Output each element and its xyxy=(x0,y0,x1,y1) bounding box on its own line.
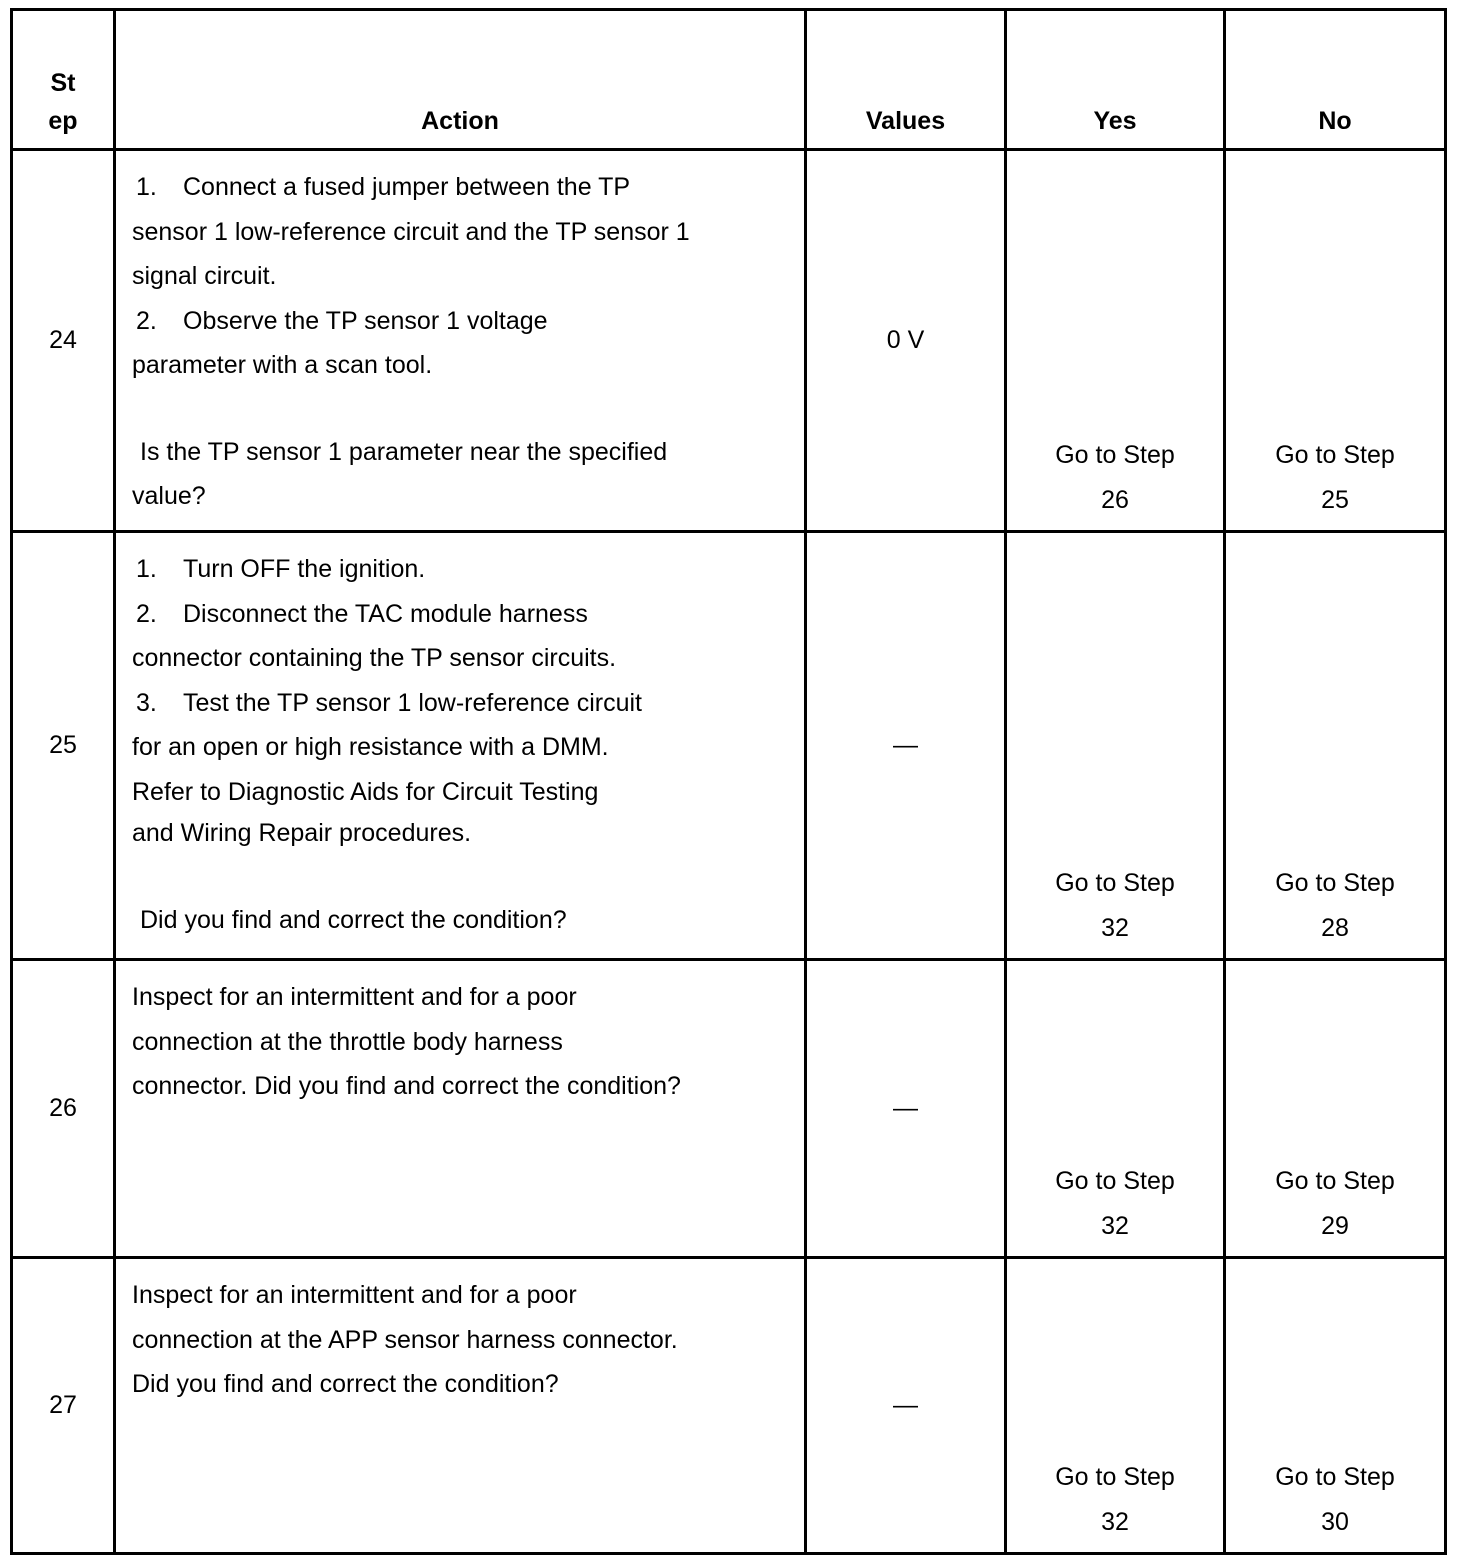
header-row xyxy=(12,10,1446,150)
values-cell: — xyxy=(806,532,1006,960)
action-line: Refer to Diagnostic Aids for Circuit Testing xyxy=(132,777,599,806)
action-line xyxy=(132,547,794,592)
table-row xyxy=(12,532,1446,960)
step-number: 24 xyxy=(12,150,115,532)
yes-cell xyxy=(1006,1258,1225,1554)
action-line: connector. Did you find and correct the condition? xyxy=(132,1072,681,1100)
no-cell xyxy=(1225,532,1446,960)
yes-goto-step: 26 xyxy=(1101,485,1129,514)
action-line: Inspect for an intermittent and for a poor xyxy=(132,983,577,1011)
action-text: Connect a fused jumper between the TP xyxy=(183,173,631,201)
no-cell xyxy=(1225,1258,1446,1554)
step-header-line1: St xyxy=(50,69,76,97)
step-number: 25 xyxy=(12,532,115,960)
no-goto-label: Go to Step xyxy=(1275,441,1395,469)
yes-goto-label: Go to Step xyxy=(1055,441,1175,469)
action-line: for an open or high resistance with a DMM. xyxy=(132,733,609,761)
action-header: Action xyxy=(115,10,806,150)
values-header: Values xyxy=(806,10,1006,150)
action-cell xyxy=(115,150,806,532)
yes-goto-label: Go to Step xyxy=(1055,869,1175,897)
yes-goto-label: Go to Step xyxy=(1055,1463,1175,1491)
list-number: 1. xyxy=(136,555,157,583)
yes-cell xyxy=(1006,150,1225,532)
yes-goto-step: 32 xyxy=(1101,1507,1129,1536)
yes-goto-label: Go to Step xyxy=(1055,1167,1175,1195)
action-line: sensor 1 low-reference circuit and the TP sensor 1 xyxy=(132,217,690,246)
action-line xyxy=(132,165,794,210)
yes-goto-step: 32 xyxy=(1101,1211,1129,1240)
action-cell xyxy=(115,1258,806,1554)
yes-header: Yes xyxy=(1006,10,1225,150)
no-goto-label: Go to Step xyxy=(1275,1167,1395,1195)
action-cell xyxy=(115,960,806,1258)
no-goto-step: 30 xyxy=(1321,1507,1349,1536)
step-header-line2: ep xyxy=(48,107,78,135)
action-line: Did you find and correct the condition? xyxy=(132,1370,559,1398)
action-text: Test the TP sensor 1 low-reference circuit xyxy=(183,688,642,717)
no-goto-step: 28 xyxy=(1321,913,1349,942)
action-line: connector containing the TP sensor circuits. xyxy=(132,644,617,672)
action-text: Disconnect the TAC module harness xyxy=(183,599,588,628)
question-line: Is the TP sensor 1 parameter near the specified xyxy=(140,437,668,466)
values-cell: — xyxy=(806,1258,1006,1554)
action-line: and Wiring Repair procedures. xyxy=(132,819,472,847)
question-line: value? xyxy=(132,482,206,510)
yes-cell xyxy=(1006,532,1225,960)
no-goto-label: Go to Step xyxy=(1275,1463,1395,1491)
yes-goto-step: 32 xyxy=(1101,913,1129,942)
action-line: Inspect for an intermittent and for a poor xyxy=(132,1281,577,1309)
action-line xyxy=(132,299,794,344)
values-cell: 0 V xyxy=(806,150,1006,532)
action-line: parameter with a scan tool. xyxy=(132,351,433,379)
action-line: connection at the APP sensor harness connector. xyxy=(132,1325,678,1354)
action-line: connection at the throttle body harness xyxy=(132,1027,563,1056)
no-goto-label: Go to Step xyxy=(1275,869,1395,897)
step-number: 26 xyxy=(12,960,115,1258)
table-row xyxy=(12,960,1446,1258)
no-goto-step: 25 xyxy=(1321,485,1349,514)
diagnostic-table xyxy=(10,8,1447,1555)
table-row xyxy=(12,150,1446,532)
step-header xyxy=(12,10,115,150)
step-number: 27 xyxy=(12,1258,115,1554)
yes-cell xyxy=(1006,960,1225,1258)
list-number: 3. xyxy=(136,688,157,717)
action-cell xyxy=(115,532,806,960)
list-number: 1. xyxy=(136,173,157,201)
action-text: Turn OFF the ignition. xyxy=(183,555,426,583)
no-header: No xyxy=(1225,10,1446,150)
no-cell xyxy=(1225,960,1446,1258)
question-line: Did you find and correct the condition? xyxy=(140,906,567,934)
list-number: 2. xyxy=(136,306,157,335)
no-cell xyxy=(1225,150,1446,532)
action-line: signal circuit. xyxy=(132,262,277,290)
no-goto-step: 29 xyxy=(1321,1211,1349,1240)
list-number: 2. xyxy=(136,599,157,628)
action-line xyxy=(132,681,794,726)
action-line xyxy=(132,592,794,637)
table-row xyxy=(12,1258,1446,1554)
values-cell: — xyxy=(806,960,1006,1258)
action-text: Observe the TP sensor 1 voltage xyxy=(183,306,548,335)
